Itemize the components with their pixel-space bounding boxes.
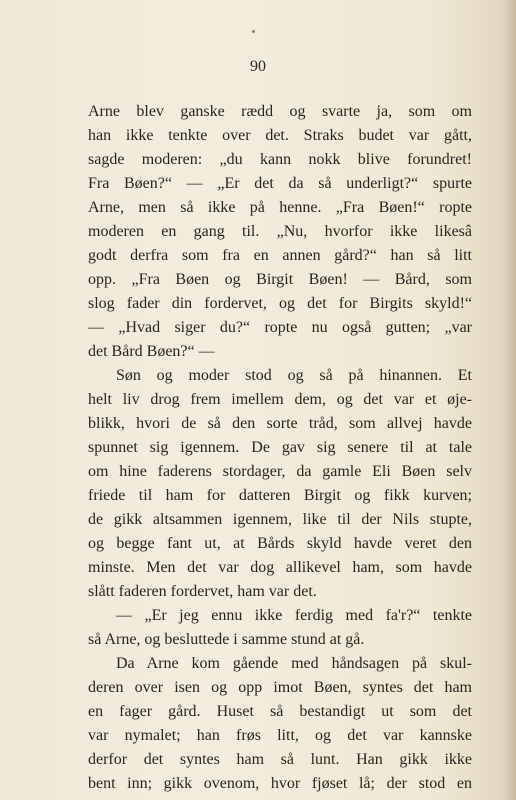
text-line: en fager gård. Huset så bestandigt ut som det: [88, 703, 472, 720]
text-line: var nymalet; han frøs litt, og det var kannske: [88, 727, 472, 744]
text-line: — „Hvad siger du?“ ropte nu også gutten; „var: [88, 319, 472, 336]
text-line: Arne blev ganske rædd og svarte ja, som om: [88, 103, 472, 120]
body-text: [88, 100, 472, 796]
text-line: deren over isen og opp imot Bøen, syntes det ham: [88, 679, 472, 696]
text-line: de gikk altsammen igennem, like til der Nils stupte,: [88, 511, 472, 528]
text-line: friede til ham for datteren Birgit og fikk kurven;: [88, 487, 472, 504]
page-edge-shadow: [502, 0, 516, 800]
text-line: han ikke tenkte over det. Straks budet var gått,: [88, 127, 472, 144]
text-line: moderen en gang til. „Nu, hvorfor ikke likesâ: [88, 223, 472, 240]
text-line: Arne, men så ikke på henne. „Fra Bøen!“ ropte: [88, 199, 472, 216]
text-line: det Bård Bøen?“ —: [88, 343, 215, 360]
text-line: slått faderen fordervet, ham var det.: [88, 583, 317, 600]
text-line: så Arne, og besluttede i samme stund at gå.: [88, 631, 365, 648]
ink-spot: [252, 30, 255, 33]
text-line: godt derfra som fra en annen gård?“ han så litt: [88, 247, 472, 264]
text-line: om hine faderens stordager, da gamle Eli Bøen selv: [88, 463, 472, 480]
text-line: bent inn; gikk ovenom, hvor fjøset lå; der stod en: [88, 775, 472, 792]
text-line: sagde moderen: „du kann nokk blive forundret!: [88, 151, 472, 168]
text-line: derfor det syntes ham så lunt. Han gikk ikke: [88, 751, 472, 768]
text-line: og begge fant ut, at Bårds skyld havde veret den: [88, 535, 472, 552]
text-line: minste. Men det var dog allikevel ham, som havde: [88, 559, 472, 576]
page-number: 90: [250, 58, 266, 75]
text-line: Da Arne kom gående med håndsagen på skul-: [116, 655, 472, 672]
text-line: Søn og moder stod og så på hinannen. Et: [116, 367, 472, 384]
text-line: helt liv drog frem imellem dem, og det var et øje-: [88, 391, 472, 408]
text-line: opp. „Fra Bøen og Birgit Bøen! — Bård, som: [88, 271, 472, 288]
text-line: — „Er jeg ennu ikke ferdig med fa'r?“ tenkte: [116, 607, 472, 624]
text-line: Fra Bøen?“ — „Er det da så underligt?“ spurte: [88, 175, 472, 192]
text-line: blikk, hvori de så den sorte tråd, som allvej havde: [88, 415, 472, 432]
text-line: slog fader din fordervet, og det for Birgits skyld!“: [88, 295, 472, 312]
text-line: spunnet sig igennem. De gav sig senere til at tale: [88, 439, 472, 456]
